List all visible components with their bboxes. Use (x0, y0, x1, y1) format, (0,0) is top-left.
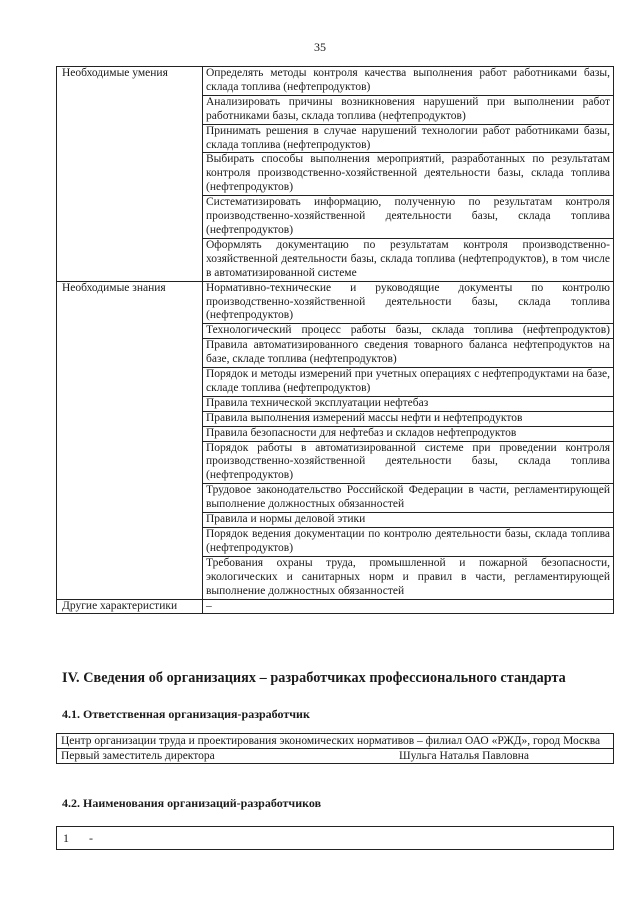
skill-item: Выбирать способы выполнения мероприятий, разработанных по результатам контроля производственно-хозяйственной деятельности базы, склада топлива (нефтепродуктов) (203, 153, 614, 196)
skill-item: Анализировать причины возникновения нарушений при выполнении работ работниками базы, склада топлива (нефтепродуктов) (203, 95, 614, 124)
person-name: Шульга Наталья Павловна (395, 749, 614, 764)
skills-label: Необходимые умения (57, 67, 203, 282)
position-title: Первый заместитель директора (57, 749, 396, 764)
organization-name: Центр организации труда и проектирования экономических нормативов – филиал ОАО «РЖД», город Москва (57, 734, 614, 749)
knowledge-item: Правила автоматизированного сведения товарного баланса нефтепродуктов на базе, складе топлива (нефтепродуктов) (203, 339, 614, 368)
skill-item: Оформлять документацию по результатам контроля производственно-хозяйственной деятельности базы, склада топлива (нефтепродуктов), в том числе в автоматизированной системе (203, 238, 614, 281)
competency-table (56, 66, 614, 614)
knowledge-item: Трудовое законодательство Российской Федерации в части, регламентирующей выполнение должностных обязанностей (203, 484, 614, 513)
skill-item: Систематизировать информацию, полученную по результатам контроля производственно-хозяйственной деятельности базы, склада топлива (нефтепродуктов) (203, 196, 614, 239)
responsible-org-table (56, 733, 614, 764)
skill-item: Определять методы контроля качества выполнения работ работниками базы, склада топлива (нефтепродуктов) (203, 67, 614, 96)
table-row (57, 734, 614, 749)
subsection-title: 4.2. Наименования организаций-разработчиков (62, 796, 322, 810)
knowledge-item: Порядок работы в автоматизированной системе при проведении контроля производственно-хозяйственной деятельности базы, склада топлива (нефтепродуктов) (203, 441, 614, 484)
skill-item: Принимать решения в случае нарушений технологии работ работниками базы, склада топлива (нефтепродуктов) (203, 124, 614, 153)
row-number: 1 (57, 827, 84, 850)
other-label: Другие характеристики (57, 599, 203, 614)
developer-name: - (83, 827, 614, 850)
table-row (57, 749, 614, 764)
knowledge-item: Нормативно-технические и руководящие документы по контролю производственно-хозяйственной деятельности базы, склада топлива (нефтепродуктов) (203, 281, 614, 324)
table-row (57, 281, 614, 324)
page-number: 35 (314, 40, 326, 54)
knowledge-item: Требования охраны труда, промышленной и пожарной безопасности, экологических и санитарных норм и правил в части, регламентирующей выполнение должностных обязанностей (203, 556, 614, 599)
other-value: – (203, 599, 614, 614)
knowledge-item: Правила технической эксплуатации нефтебаз (203, 396, 614, 411)
knowledge-item: Технологический процесс работы базы, склада топлива (нефтепродуктов) (203, 324, 614, 339)
knowledge-item: Правила выполнения измерений массы нефти и нефтепродуктов (203, 411, 614, 426)
section-title: IV. Сведения об организациях – разработчиках профессионального стандарта (62, 670, 566, 686)
table-row (57, 67, 614, 96)
knowledge-item: Порядок ведения документации по контролю деятельности базы, склада топлива (нефтепродуктов) (203, 528, 614, 557)
developers-table (56, 826, 614, 850)
knowledge-item: Правила и нормы деловой этики (203, 513, 614, 528)
knowledge-item: Порядок и методы измерений при учетных операциях с нефтепродуктами на базе, складе топлива (нефтепродуктов) (203, 368, 614, 397)
table-row (57, 827, 614, 850)
knowledge-item: Правила безопасности для нефтебаз и складов нефтепродуктов (203, 426, 614, 441)
table-row (57, 599, 614, 614)
knowledge-label: Необходимые знания (57, 281, 203, 599)
subsection-title: 4.1. Ответственная организация-разработчик (62, 707, 310, 721)
